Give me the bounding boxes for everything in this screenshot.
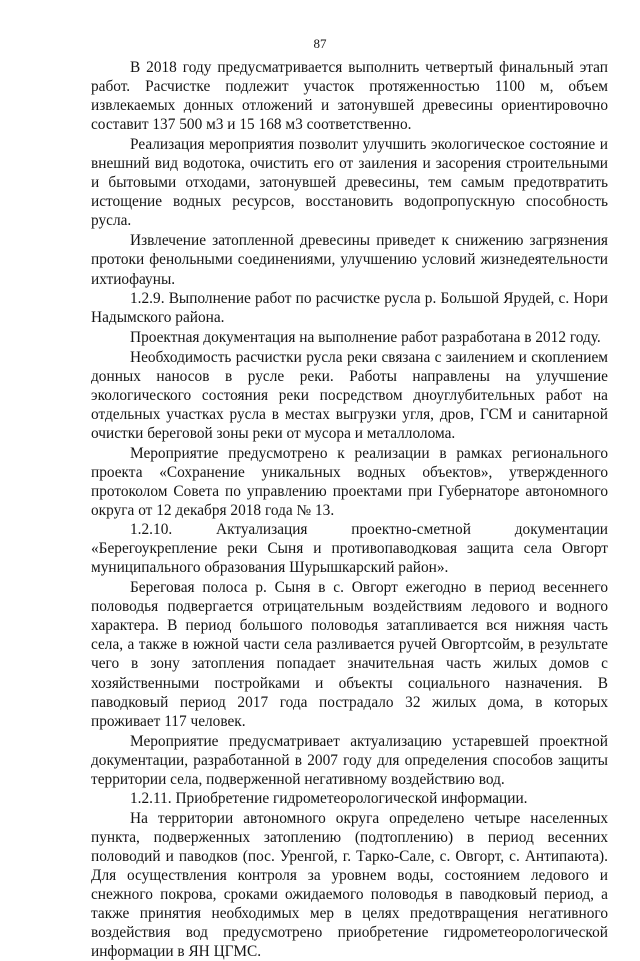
section-heading-1-2-9: 1.2.9. Выполнение работ по расчистке русла р. Большой Ярудей, с. Нори Надымского района. — [91, 289, 608, 326]
paragraph-hydromet-info: На территории автономного округа определено четыре населенных пункта, подверженных затоплению (подтоплению) в период весенних половодий и паводков (пос. Уренгой, г. Тарко-Сале, с. Овгорт, с. Антипаюта). Для осуществления контроля за уровнем воды, состоянием ледового и снежного покрова, сроками ожидаемого половодья в паводковый период, а также принятия необходимых мер в целях предотвращения негативного воздействия вод предусмотрено приобретение гидрометеорологической информации в ЯН ЦГМС. — [91, 809, 608, 961]
document-body — [91, 58, 608, 961]
section-heading-1-2-11: 1.2.11. Приобретение гидрометеорологической информации. — [130, 789, 528, 807]
page-number: 87 — [313, 36, 327, 51]
paragraph-ovgort-flooding: Береговая полоса р. Сыня в с. Овгорт ежегодно в период весеннего половодья подвергается отрицательным воздействиям ледового и водного характера. В период большого половодья затапливается вся нижняя часть села, а также в южной части села разливается ручей Овгортсойм, в результате чего в зону затопления попадает значительная часть жилых домов с хозяйственными постройками и объекты социального назначения. В паводковый период 2017 года пострадало 32 жилых дома, в которых проживает 117 человек. — [91, 579, 608, 730]
paragraph-documentation-update: Мероприятие предусматривает актуализацию устаревшей проектной документации, разработанной в 2007 году для определения способов защиты территории села, подверженной негативному воздействию вод. — [91, 732, 608, 788]
section-heading-1-2-10: 1.2.10. Актуализация проектно-сметной документации «Берегоукрепление реки Сыня и противопаводковая защита села Овгорт муниципального образования Шурышкарский район». — [91, 521, 608, 577]
paragraph-clearing-need: Необходимость расчистки русла реки связана с заилением и скоплением донных наносов в русле реки. Работы направлены на улучшение экологического состояния реки посредством дноуглубительных работ на отдельных участках русла в местах выгрузки угля, дров, ГСМ и санитарной очистки береговой зоны реки от мусора и металлолома. — [91, 348, 608, 442]
paragraph-regional-project: Мероприятие предусмотрено к реализации в рамках регионального проекта «Сохранение уникальных водных объектов», утвержденного протоколом Совета по управлению проектами при Губернаторе автономного округа от 12 декабря 2018 года № 13. — [91, 444, 608, 520]
paragraph-stage-four: В 2018 году предусматривается выполнить четвертый финальный этап работ. Расчистке подлежит участок протяженностью 1100 м, объем извлекаемых донных отложений и затонувшей древесины ориентировочно составит 137 500 м3 и 15 168 м3 соответственно. — [91, 59, 608, 134]
paragraph-wood-extraction: Извлечение затопленной древесины приведет к снижению загрязнения протоки фенольными соединениями, улучшению условий жизнедеятельности ихтиофауны. — [91, 232, 608, 288]
paragraph-design-2012: Проектная документация на выполнение работ разработана в 2012 году. — [130, 328, 601, 346]
paragraph-ecological-effect: Реализация мероприятия позволит улучшить экологическое состояние и внешний вид водотока, очистить его от заиления и засорения строительными и бытовыми отходами, затонувшей древесины, тем самым предотвратить истощение водных ресурсов, восстановить водопропускную способность русла. — [91, 136, 608, 230]
